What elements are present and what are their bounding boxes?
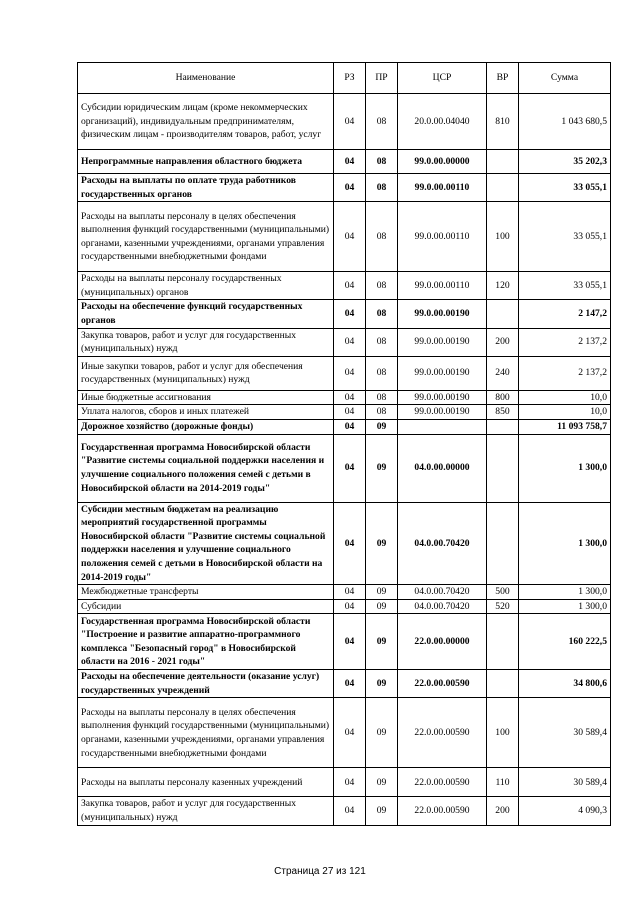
- row-pr: 08: [366, 94, 398, 150]
- row-rz: 04: [334, 698, 366, 768]
- row-rz: 04: [334, 419, 366, 434]
- row-sum: 33 055,1: [519, 174, 611, 202]
- row-name: Субсидии юридическим лицам (кроме некоммерческих организаций), индивидуальным предпринимателям, физическим лицам - производителям товаров, работ, услуг: [78, 94, 334, 150]
- row-rz: 04: [334, 356, 366, 390]
- row-pr: 09: [366, 614, 398, 670]
- row-pr: 09: [366, 585, 398, 600]
- row-csr: 04.0.00.70420: [398, 585, 487, 600]
- row-vr: [487, 300, 519, 328]
- row-vr: [487, 434, 519, 502]
- table-row: [78, 670, 611, 698]
- table-row: [78, 585, 611, 600]
- row-sum: 1 300,0: [519, 585, 611, 600]
- table-row: [78, 272, 611, 300]
- page-footer: Страница 27 из 121: [274, 866, 366, 877]
- table-row: [78, 174, 611, 202]
- row-rz: 04: [334, 174, 366, 202]
- row-rz: 04: [334, 670, 366, 698]
- row-rz: 04: [334, 272, 366, 300]
- row-name: Расходы на выплаты по оплате труда работников государственных органов: [78, 174, 334, 202]
- row-csr: 99.0.00.00190: [398, 328, 487, 356]
- row-name: Дорожное хозяйство (дорожные фонды): [78, 419, 334, 434]
- row-pr: 09: [366, 768, 398, 797]
- row-sum: 2 147,2: [519, 300, 611, 328]
- table-row: [78, 390, 611, 405]
- row-rz: 04: [334, 768, 366, 797]
- row-pr: 08: [366, 174, 398, 202]
- row-sum: 34 800,6: [519, 670, 611, 698]
- row-name: Закупка товаров, работ и услуг для государственных (муниципальных) нужд: [78, 797, 334, 825]
- row-rz: 04: [334, 405, 366, 420]
- row-vr: [487, 614, 519, 670]
- row-name: Непрограммные направления областного бюджета: [78, 150, 334, 174]
- row-pr: 09: [366, 797, 398, 825]
- row-pr: 09: [366, 434, 398, 502]
- row-sum: 1 043 680,5: [519, 94, 611, 150]
- row-name: Расходы на обеспечение функций государственных органов: [78, 300, 334, 328]
- row-pr: 08: [366, 328, 398, 356]
- row-sum: 4 090,3: [519, 797, 611, 825]
- row-pr: 08: [366, 356, 398, 390]
- row-sum: 11 093 758,7: [519, 419, 611, 434]
- row-vr: 240: [487, 356, 519, 390]
- table-row: [78, 405, 611, 420]
- header-pr: ПР: [366, 63, 398, 94]
- row-vr: 100: [487, 202, 519, 272]
- table-row: [78, 419, 611, 434]
- row-rz: 04: [334, 300, 366, 328]
- row-pr: 08: [366, 202, 398, 272]
- row-vr: 200: [487, 328, 519, 356]
- row-sum: 160 222,5: [519, 614, 611, 670]
- row-name: Субсидии: [78, 599, 334, 614]
- row-vr: 500: [487, 585, 519, 600]
- row-sum: 30 589,4: [519, 698, 611, 768]
- header-name: Наименование: [78, 63, 334, 94]
- row-name: Иные закупки товаров, работ и услуг для обеспечения государственных (муниципальных) нужд: [78, 356, 334, 390]
- row-pr: 08: [366, 300, 398, 328]
- row-sum: 10,0: [519, 405, 611, 420]
- table-row: [78, 797, 611, 825]
- row-vr: [487, 419, 519, 434]
- row-sum: 1 300,0: [519, 434, 611, 502]
- row-rz: 04: [334, 150, 366, 174]
- row-pr: 09: [366, 670, 398, 698]
- table-row: [78, 356, 611, 390]
- row-name: Межбюджетные трансферты: [78, 585, 334, 600]
- row-rz: 04: [334, 328, 366, 356]
- row-vr: [487, 174, 519, 202]
- row-rz: 04: [334, 502, 366, 585]
- row-rz: 04: [334, 585, 366, 600]
- row-csr: 22.0.00.00590: [398, 670, 487, 698]
- row-pr: 09: [366, 599, 398, 614]
- table-row: [78, 94, 611, 150]
- row-csr: 99.0.00.00190: [398, 405, 487, 420]
- table-row: [78, 614, 611, 670]
- table-row: [78, 202, 611, 272]
- header-csr: ЦСР: [398, 63, 487, 94]
- row-rz: 04: [334, 434, 366, 502]
- row-rz: 04: [334, 202, 366, 272]
- row-pr: 08: [366, 150, 398, 174]
- row-rz: 04: [334, 599, 366, 614]
- row-csr: 99.0.00.00190: [398, 356, 487, 390]
- row-sum: 33 055,1: [519, 202, 611, 272]
- table-row: [78, 768, 611, 797]
- row-csr: 99.0.00.00110: [398, 202, 487, 272]
- row-csr: 99.0.00.00110: [398, 272, 487, 300]
- table-row: [78, 300, 611, 328]
- row-csr: 22.0.00.00590: [398, 797, 487, 825]
- row-name: Расходы на выплаты персоналу казенных учреждений: [78, 768, 334, 797]
- row-sum: 10,0: [519, 390, 611, 405]
- row-rz: 04: [334, 390, 366, 405]
- row-sum: 2 137,2: [519, 328, 611, 356]
- row-vr: 100: [487, 698, 519, 768]
- row-sum: 1 300,0: [519, 599, 611, 614]
- row-vr: 200: [487, 797, 519, 825]
- row-name: Расходы на выплаты персоналу государственных (муниципальных) органов: [78, 272, 334, 300]
- row-name: Закупка товаров, работ и услуг для государственных (муниципальных) нужд: [78, 328, 334, 356]
- row-pr: 08: [366, 390, 398, 405]
- row-pr: 09: [366, 502, 398, 585]
- row-vr: 810: [487, 94, 519, 150]
- row-name: Уплата налогов, сборов и иных платежей: [78, 405, 334, 420]
- table-row: [78, 698, 611, 768]
- row-name: Государственная программа Новосибирской области "Построение и развитие аппаратно-программного комплекса "Безопасный город" в Новосибирской области на 2016 - 2021 годы": [78, 614, 334, 670]
- row-sum: 33 055,1: [519, 272, 611, 300]
- header-rz: РЗ: [334, 63, 366, 94]
- table-header-row: [78, 63, 611, 94]
- row-csr: [398, 419, 487, 434]
- row-pr: 08: [366, 405, 398, 420]
- row-sum: 2 137,2: [519, 356, 611, 390]
- row-csr: 99.0.00.00000: [398, 150, 487, 174]
- row-name: Расходы на выплаты персоналу в целях обеспечения выполнения функций государственными (муниципальными) органами, казенными учреждениями, органами управления государственными внебюджетными фондами: [78, 698, 334, 768]
- row-vr: 120: [487, 272, 519, 300]
- row-csr: 20.0.00.04040: [398, 94, 487, 150]
- table-row: [78, 150, 611, 174]
- row-vr: 520: [487, 599, 519, 614]
- row-csr: 04.0.00.70420: [398, 502, 487, 585]
- row-csr: 99.0.00.00110: [398, 174, 487, 202]
- row-csr: 99.0.00.00190: [398, 390, 487, 405]
- budget-table: [77, 62, 611, 826]
- row-rz: 04: [334, 797, 366, 825]
- table-row: [78, 434, 611, 502]
- row-csr: 22.0.00.00590: [398, 768, 487, 797]
- row-vr: 850: [487, 405, 519, 420]
- header-vr: ВР: [487, 63, 519, 94]
- row-name: Государственная программа Новосибирской области "Развитие системы социальной поддержки населения и улучшение социального положения семей с детьми в Новосибирской области на 2014-2019 годы": [78, 434, 334, 502]
- row-sum: 35 202,3: [519, 150, 611, 174]
- row-pr: 09: [366, 698, 398, 768]
- row-csr: 22.0.00.00000: [398, 614, 487, 670]
- row-csr: 04.0.00.00000: [398, 434, 487, 502]
- row-rz: 04: [334, 94, 366, 150]
- table-row: [78, 599, 611, 614]
- row-name: Расходы на выплаты персоналу в целях обеспечения выполнения функций государственными (муниципальными) органами, казенными учреждениями, органами управления государственными внебюджетными фондами: [78, 202, 334, 272]
- row-sum: 30 589,4: [519, 768, 611, 797]
- row-csr: 99.0.00.00190: [398, 300, 487, 328]
- row-rz: 04: [334, 614, 366, 670]
- row-name: Расходы на обеспечение деятельности (оказание услуг) государственных учреждений: [78, 670, 334, 698]
- row-vr: [487, 670, 519, 698]
- row-pr: 09: [366, 419, 398, 434]
- row-vr: [487, 502, 519, 585]
- header-sum: Сумма: [519, 63, 611, 94]
- row-sum: 1 300,0: [519, 502, 611, 585]
- row-name: Иные бюджетные ассигнования: [78, 390, 334, 405]
- row-vr: 800: [487, 390, 519, 405]
- table-row: [78, 502, 611, 585]
- row-csr: 04.0.00.70420: [398, 599, 487, 614]
- row-vr: [487, 150, 519, 174]
- row-pr: 08: [366, 272, 398, 300]
- row-vr: 110: [487, 768, 519, 797]
- row-csr: 22.0.00.00590: [398, 698, 487, 768]
- table-row: [78, 328, 611, 356]
- row-name: Субсидии местным бюджетам на реализацию мероприятий государственной программы Новосибирской области "Развитие системы социальной поддержки населения и улучшение социального положения семей с детьми в Новосибирской области на 2014-2019 годы": [78, 502, 334, 585]
